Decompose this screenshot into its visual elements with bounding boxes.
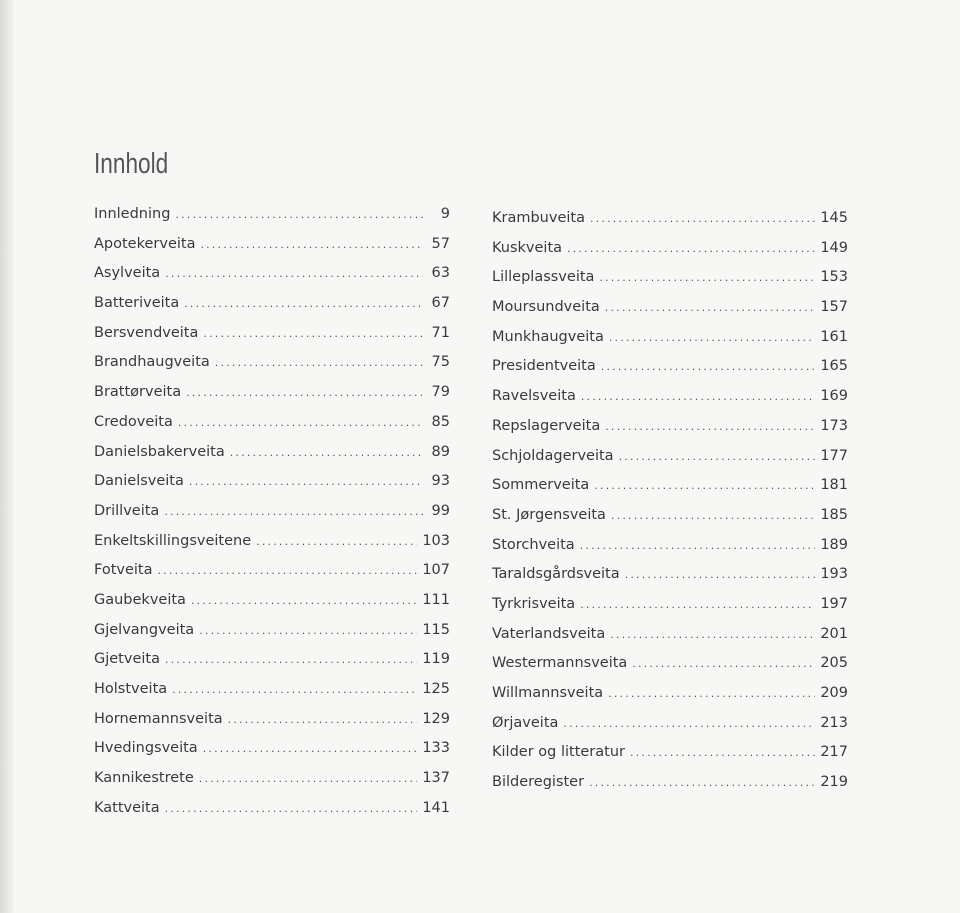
toc-entry-page-number: 173 — [820, 417, 848, 434]
toc-entry-page-number: 181 — [820, 477, 848, 494]
dot-leader — [630, 746, 815, 759]
toc-entry-page-number: 75 — [431, 354, 450, 371]
toc-entry-page-number: 63 — [431, 265, 450, 282]
toc-entry-title: Danielsbakerveita — [94, 443, 225, 460]
toc-entry-title: Kannikestrete — [94, 770, 194, 787]
toc-entry — [94, 800, 450, 830]
toc-entry-title: Fotveita — [94, 562, 153, 579]
page-title: Innhold — [94, 148, 169, 180]
toc-entry-title: Presidentveita — [492, 358, 596, 375]
dot-leader — [625, 568, 816, 581]
toc-entry-page-number: 149 — [820, 239, 848, 256]
dot-leader — [164, 505, 423, 518]
dot-leader — [157, 564, 417, 577]
toc-entry-title: Sommerveita — [492, 477, 590, 494]
dot-leader — [228, 713, 418, 726]
toc-entry-title: Gjelvangveita — [94, 621, 195, 638]
dot-leader — [199, 624, 417, 637]
toc-entry-title: Batteriveita — [94, 295, 180, 312]
toc-entry — [94, 206, 450, 236]
toc-entry-title: Taraldsgårdsveita — [492, 566, 620, 583]
toc-entry-title: Gaubekveita — [94, 591, 186, 608]
dot-leader — [610, 628, 815, 641]
toc-entry — [94, 473, 450, 503]
toc-entry-page-number: 137 — [422, 770, 450, 787]
dot-leader — [589, 776, 815, 789]
dot-leader — [165, 653, 417, 666]
toc-entry — [94, 354, 450, 384]
toc-entry — [492, 299, 848, 329]
toc-entry — [492, 477, 848, 507]
dot-leader — [611, 509, 815, 522]
dot-leader — [605, 420, 815, 433]
toc-entry-page-number: 79 — [431, 384, 450, 401]
toc-entry-title: Kattveita — [94, 799, 160, 816]
toc-entry-page-number: 89 — [431, 443, 450, 460]
toc-entry-page-number: 185 — [820, 506, 848, 523]
toc-entry — [492, 210, 848, 240]
toc-entry — [94, 265, 450, 295]
toc-entry — [94, 236, 450, 266]
dot-leader — [601, 360, 816, 373]
toc-entry-page-number: 71 — [431, 324, 450, 341]
dot-leader — [594, 479, 815, 492]
dot-leader — [165, 267, 423, 280]
toc-entry — [94, 681, 450, 711]
toc-entry-page-number: 219 — [820, 774, 848, 791]
dot-leader — [590, 212, 815, 225]
dot-leader — [191, 594, 417, 607]
toc-entry-title: Innledning — [94, 206, 171, 222]
dot-leader — [172, 683, 417, 696]
dot-leader — [200, 238, 423, 251]
dot-leader — [230, 446, 423, 459]
toc-entry — [492, 358, 848, 388]
toc-entry-page-number: 197 — [820, 595, 848, 612]
toc-entry-title: Munkhaugveita — [492, 328, 604, 345]
toc-entry-page-number: 133 — [422, 740, 450, 757]
toc-entry-title: Schjoldagerveita — [492, 447, 614, 464]
toc-entry-page-number: 99 — [431, 502, 450, 519]
toc-entry-page-number: 161 — [820, 328, 848, 345]
toc-entry — [94, 651, 450, 681]
toc-entry — [94, 384, 450, 414]
toc-entry-title: Hornemannsveita — [94, 710, 223, 727]
dot-leader — [175, 208, 423, 221]
toc-entry-title: Danielsveita — [94, 473, 184, 490]
toc-entry-page-number: 145 — [820, 210, 848, 226]
toc-entry — [492, 685, 848, 715]
toc-entry — [94, 533, 450, 563]
toc-entry-page-number: 201 — [820, 625, 848, 642]
dot-leader — [580, 539, 816, 552]
dot-leader — [215, 356, 423, 369]
dot-leader — [165, 802, 418, 815]
dot-leader — [581, 390, 815, 403]
toc-entry-page-number: 93 — [431, 473, 450, 490]
toc-entry-title: Vaterlandsveita — [492, 625, 606, 642]
toc-entry-title: Lilleplassveita — [492, 269, 595, 286]
toc-entry-title: Kilder og litteratur — [492, 744, 625, 761]
toc-entry-title: Storchveita — [492, 536, 575, 553]
dot-leader — [199, 772, 418, 785]
toc-entry-title: Ravelsveita — [492, 388, 576, 405]
toc-entry-title: Drillveita — [94, 502, 160, 519]
dot-leader — [563, 717, 815, 730]
toc-entry — [492, 566, 848, 596]
toc-entry-page-number: 111 — [422, 591, 450, 608]
toc-column-right — [492, 210, 848, 804]
toc-entry-page-number: 103 — [422, 532, 450, 549]
toc-entry-page-number: 193 — [820, 566, 848, 583]
dot-leader — [619, 450, 816, 463]
toc-entry-page-number: 165 — [820, 358, 848, 375]
toc-entry-title: Tyrkrisveita — [492, 595, 576, 612]
toc-entry-page-number: 125 — [422, 681, 450, 697]
toc-entry — [94, 711, 450, 741]
toc-entry-title: Brattørveita — [94, 384, 182, 401]
toc-entry-page-number: 107 — [422, 562, 450, 579]
toc-entry-page-number: 189 — [820, 536, 848, 553]
toc-entry — [94, 562, 450, 592]
dot-leader — [609, 331, 815, 344]
toc-entry — [492, 388, 848, 418]
toc-entry — [492, 744, 848, 774]
toc-entry — [492, 269, 848, 299]
toc-entry — [94, 325, 450, 355]
dot-leader — [605, 301, 816, 314]
toc-entry — [94, 622, 450, 652]
toc-entry-page-number: 169 — [820, 388, 848, 405]
toc-entry-page-number: 141 — [422, 799, 450, 816]
toc-entry-title: Bilderegister — [492, 774, 585, 791]
toc-column-left — [94, 206, 450, 829]
toc-entry-title: Hvedingsveita — [94, 740, 198, 757]
toc-entry-page-number: 9 — [440, 206, 450, 222]
toc-entry-page-number: 85 — [431, 413, 450, 430]
toc-entry-title: Credoveita — [94, 413, 173, 430]
toc-entry-title: Apotekerveita — [94, 235, 196, 252]
toc-entry-page-number: 67 — [431, 295, 450, 312]
toc-entry-title: Willmannsveita — [492, 685, 604, 701]
toc-entry-page-number: 205 — [820, 655, 848, 672]
toc-entry-title: Asylveita — [94, 265, 161, 282]
dot-leader — [580, 598, 815, 611]
toc-entry-page-number: 213 — [820, 714, 848, 731]
toc-entry-page-number: 119 — [422, 651, 450, 668]
toc-entry — [94, 592, 450, 622]
toc-entry-page-number: 153 — [820, 269, 848, 286]
toc-entry — [492, 329, 848, 359]
dot-leader — [178, 416, 423, 429]
dot-leader — [567, 242, 815, 255]
toc-entry-title: Enkeltskillingsveitene — [94, 532, 252, 549]
toc-entry — [94, 414, 450, 444]
toc-entry — [492, 626, 848, 656]
toc-entry-title: St. Jørgensveita — [492, 506, 606, 523]
toc-entry — [492, 418, 848, 448]
toc-entry-page-number: 129 — [422, 710, 450, 727]
toc-entry-title: Bersvendveita — [94, 324, 199, 341]
toc-entry-page-number: 57 — [431, 235, 450, 252]
toc-entry-page-number: 209 — [820, 685, 848, 701]
toc-entry — [492, 596, 848, 626]
toc-entry — [94, 740, 450, 770]
toc-entry-title: Kuskveita — [492, 239, 563, 256]
toc-entry-title: Brandhaugveita — [94, 354, 210, 371]
dot-leader — [203, 327, 423, 340]
toc-entry — [94, 295, 450, 325]
page-edge-shadow — [0, 0, 14, 913]
toc-entry — [492, 448, 848, 478]
toc-entry-title: Krambuveita — [492, 210, 585, 226]
toc-entry-title: Holstveita — [94, 681, 168, 697]
toc-entry — [94, 503, 450, 533]
toc-entry — [492, 507, 848, 537]
toc-entry — [492, 655, 848, 685]
toc-entry-title: Gjetveita — [94, 651, 160, 668]
toc-entry — [492, 774, 848, 804]
dot-leader — [184, 297, 423, 310]
toc-entry-page-number: 217 — [820, 744, 848, 761]
toc-entry — [492, 715, 848, 745]
toc-entry — [492, 240, 848, 270]
toc-entry-title: Westermannsveita — [492, 655, 628, 672]
toc-entry-page-number: 177 — [820, 447, 848, 464]
toc-entry-page-number: 115 — [422, 621, 450, 638]
dot-leader — [632, 657, 815, 670]
toc-entry — [94, 444, 450, 474]
toc-entry — [94, 770, 450, 800]
dot-leader — [189, 475, 423, 488]
dot-leader — [608, 687, 815, 700]
toc-entry-title: Repslagerveita — [492, 417, 601, 434]
toc-entry — [492, 537, 848, 567]
dot-leader — [256, 535, 417, 548]
toc-entry-title: Moursundveita — [492, 299, 600, 316]
dot-leader — [203, 742, 418, 755]
toc-entry-page-number: 157 — [820, 299, 848, 316]
dot-leader — [599, 271, 815, 284]
toc-entry-title: Ørjaveita — [492, 714, 559, 731]
dot-leader — [186, 386, 423, 399]
